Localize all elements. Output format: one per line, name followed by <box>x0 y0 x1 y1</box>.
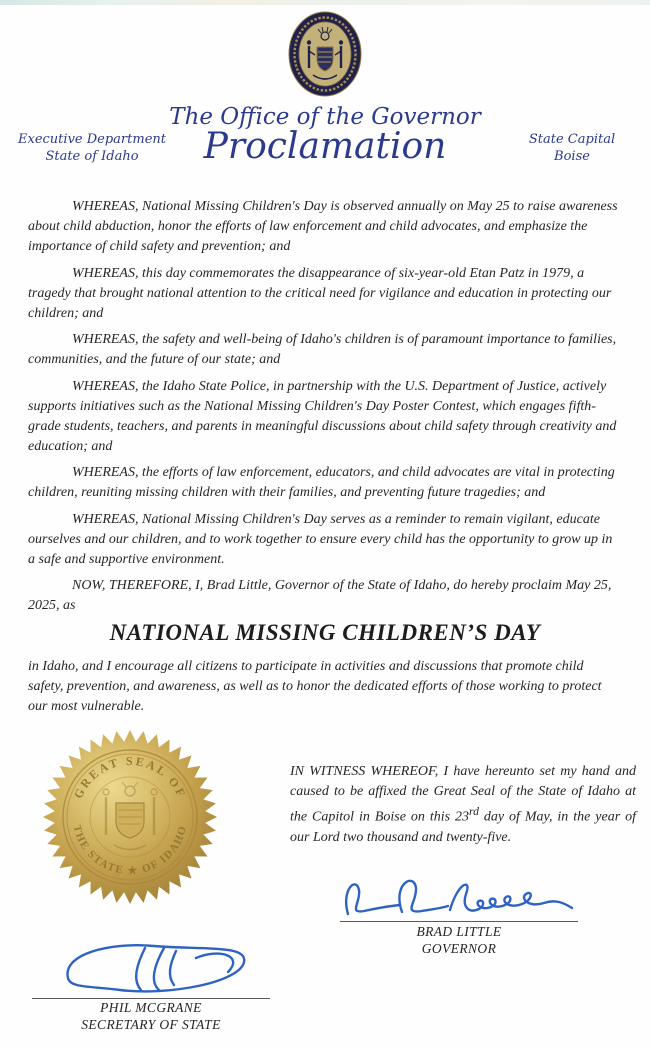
seal-arc-bottom-text: THE STATE ★ OF IDAHO <box>70 823 190 878</box>
now-therefore-paragraph: NOW, THEREFORE, I, Brad Little, Governor of the State of Idaho, do hereby proclaim May 25, 2025, as <box>28 578 612 613</box>
secretary-name: PHIL MCGRANE <box>100 1000 202 1015</box>
whereas-paragraph: WHEREAS, National Missing Children's Day serves as a reminder to remain vigilant, educate ourselves and our children, and to work together to ensure every child has the opportunity to grow up in a safe and supportive environment. <box>28 511 613 567</box>
whereas-paragraph: WHEREAS, the Idaho State Police, in partnership with the U.S. Department of Justice, actively supports initiatives such as the National Missing Children's Day Poster Contest, which engages fifth-grade students, teachers, and parents in meaningful discussions about child safety through creativity and education; and <box>28 378 617 454</box>
secretary-name-block <box>32 1000 270 1033</box>
secretary-title: SECRETARY OF STATE <box>81 1016 221 1032</box>
secretary-signature <box>48 938 266 1000</box>
ordinal-superscript: rd <box>469 805 479 818</box>
proclamation-title: Proclamation <box>203 126 447 167</box>
governor-title: GOVERNOR <box>421 940 497 956</box>
header-right-block <box>502 132 642 165</box>
header-left-block <box>12 132 172 165</box>
governor-name-block <box>340 924 578 957</box>
whereas-paragraph: WHEREAS, the efforts of law enforcement, educators, and child advocates are vital in protecting children, reuniting missing children with their families, and preventing future tragedies; and <box>28 465 615 500</box>
witness-text: IN WITNESS WHEREOF, I have hereunto set my hand and caused to be affixed the Great Seal of the State of Idaho at the Capitol in Boise on this 23 <box>290 764 636 825</box>
whereas-paragraph: WHEREAS, this day commemorates the disappearance of six-year-old Etan Patz in 1979, a tragedy that brought national attention to the critical need for vigilance and education in protecting our children; and <box>28 265 612 321</box>
idaho-state-seal-icon <box>288 11 362 97</box>
great-seal-gold-foil <box>42 729 218 905</box>
witness-clause <box>290 762 636 848</box>
boise-label: Boise <box>554 148 590 164</box>
secretary-signature-line <box>32 998 270 999</box>
proclamation-headline: NATIONAL MISSING CHILDREN’S DAY <box>109 619 541 645</box>
proclamation-body <box>28 197 622 723</box>
governor-signature-line <box>340 921 578 922</box>
executive-department-label: Executive Department <box>18 132 166 147</box>
scan-edge-artifact <box>0 0 650 5</box>
governor-name: BRAD LITTLE <box>416 924 502 939</box>
seal-arc-top-text: GREAT SEAL OF <box>70 753 190 801</box>
state-capital-label: State Capital <box>528 132 616 147</box>
whereas-paragraph: WHEREAS, the safety and well-being of Idaho's children is of paramount importance to families, communities, and the future of our state; and <box>28 332 617 367</box>
office-of-governor-heading: The Office of the Governor <box>169 104 481 130</box>
whereas-paragraph: WHEREAS, National Missing Children's Day is observed annually on May 25 to raise awareness about child abduction, honor the efforts of law enforcement and child advocates, and emphasize the importance of child safety and prevention; and <box>28 199 618 254</box>
state-of-idaho-label: State of Idaho <box>45 148 139 164</box>
closing-paragraph: in Idaho, and I encourage all citizens to participate in activities and discussions that promote child safety, prevention, and awareness, as well as to honor the dedicated efforts of those working to protect our most vulnerable. <box>28 658 602 714</box>
governor-signature <box>338 870 583 922</box>
witness-text: day of May, in the year of our Lord two thousand and twenty-five. <box>290 809 636 845</box>
